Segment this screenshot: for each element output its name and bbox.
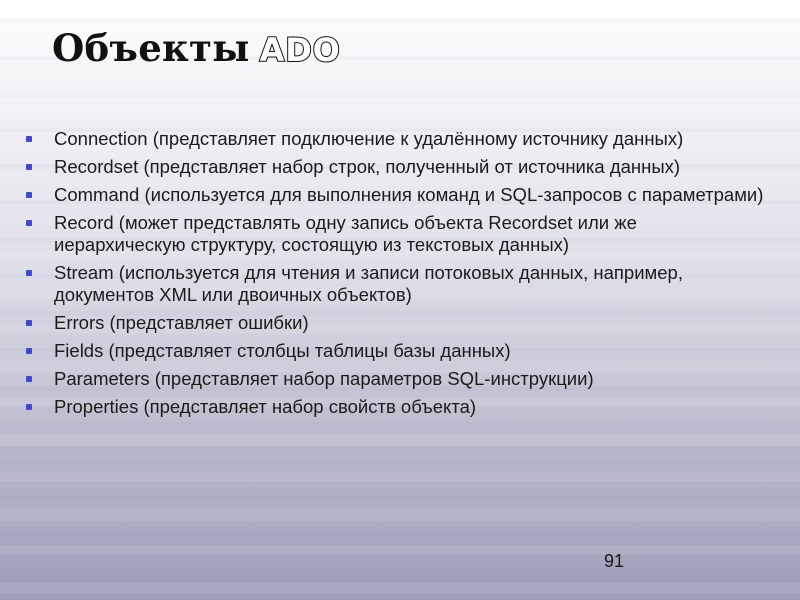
square-bullet-icon bbox=[26, 220, 32, 226]
page-number: 91 bbox=[604, 551, 625, 571]
square-bullet-icon bbox=[26, 404, 32, 410]
list-item bbox=[26, 368, 766, 390]
list-item bbox=[26, 262, 766, 306]
square-bullet-icon bbox=[26, 192, 32, 198]
list-item bbox=[26, 184, 766, 206]
list-item bbox=[26, 340, 766, 362]
square-bullet-icon bbox=[26, 348, 32, 354]
title-word-objects: Объекты bbox=[52, 26, 250, 70]
square-bullet-icon bbox=[26, 320, 32, 326]
list-item-text: Properties (представляет набор свойств объекта) bbox=[54, 396, 477, 417]
list-item-text: Fields (представляет столбцы таблицы базы данных) bbox=[54, 340, 511, 361]
list-item-text: Record (может представлять одну запись объекта Recordset или же иерархическую структуру, состоящую из текстовых данных) bbox=[54, 212, 637, 255]
list-item-text: Stream (используется для чтения и записи потоковых данных, например, документов XML или двоичных объектов) bbox=[54, 262, 683, 305]
list-item bbox=[26, 312, 766, 334]
square-bullet-icon bbox=[26, 270, 32, 276]
slide-title bbox=[52, 26, 341, 86]
ado-objects-list bbox=[26, 128, 766, 418]
square-bullet-icon bbox=[26, 376, 32, 382]
list-item-text: Recordset (представляет набор строк, полученный от источника данных) bbox=[54, 156, 681, 177]
list-item-text: Command (используется для выполнения команд и SQL-запросов с параметрами) bbox=[54, 184, 764, 205]
list-item bbox=[26, 156, 766, 178]
list-item bbox=[26, 212, 766, 256]
list-item bbox=[26, 396, 766, 418]
list-item-text: Errors (представляет ошибки) bbox=[54, 312, 309, 333]
list-item-text: Parameters (представляет набор параметров SQL-инструкции) bbox=[54, 368, 594, 389]
list-item-text: Connection (представляет подключение к удалённому источнику данных) bbox=[54, 128, 684, 149]
square-bullet-icon bbox=[26, 136, 32, 142]
square-bullet-icon bbox=[26, 164, 32, 170]
list-item bbox=[26, 128, 766, 150]
title-word-ado: ADO bbox=[259, 31, 341, 69]
